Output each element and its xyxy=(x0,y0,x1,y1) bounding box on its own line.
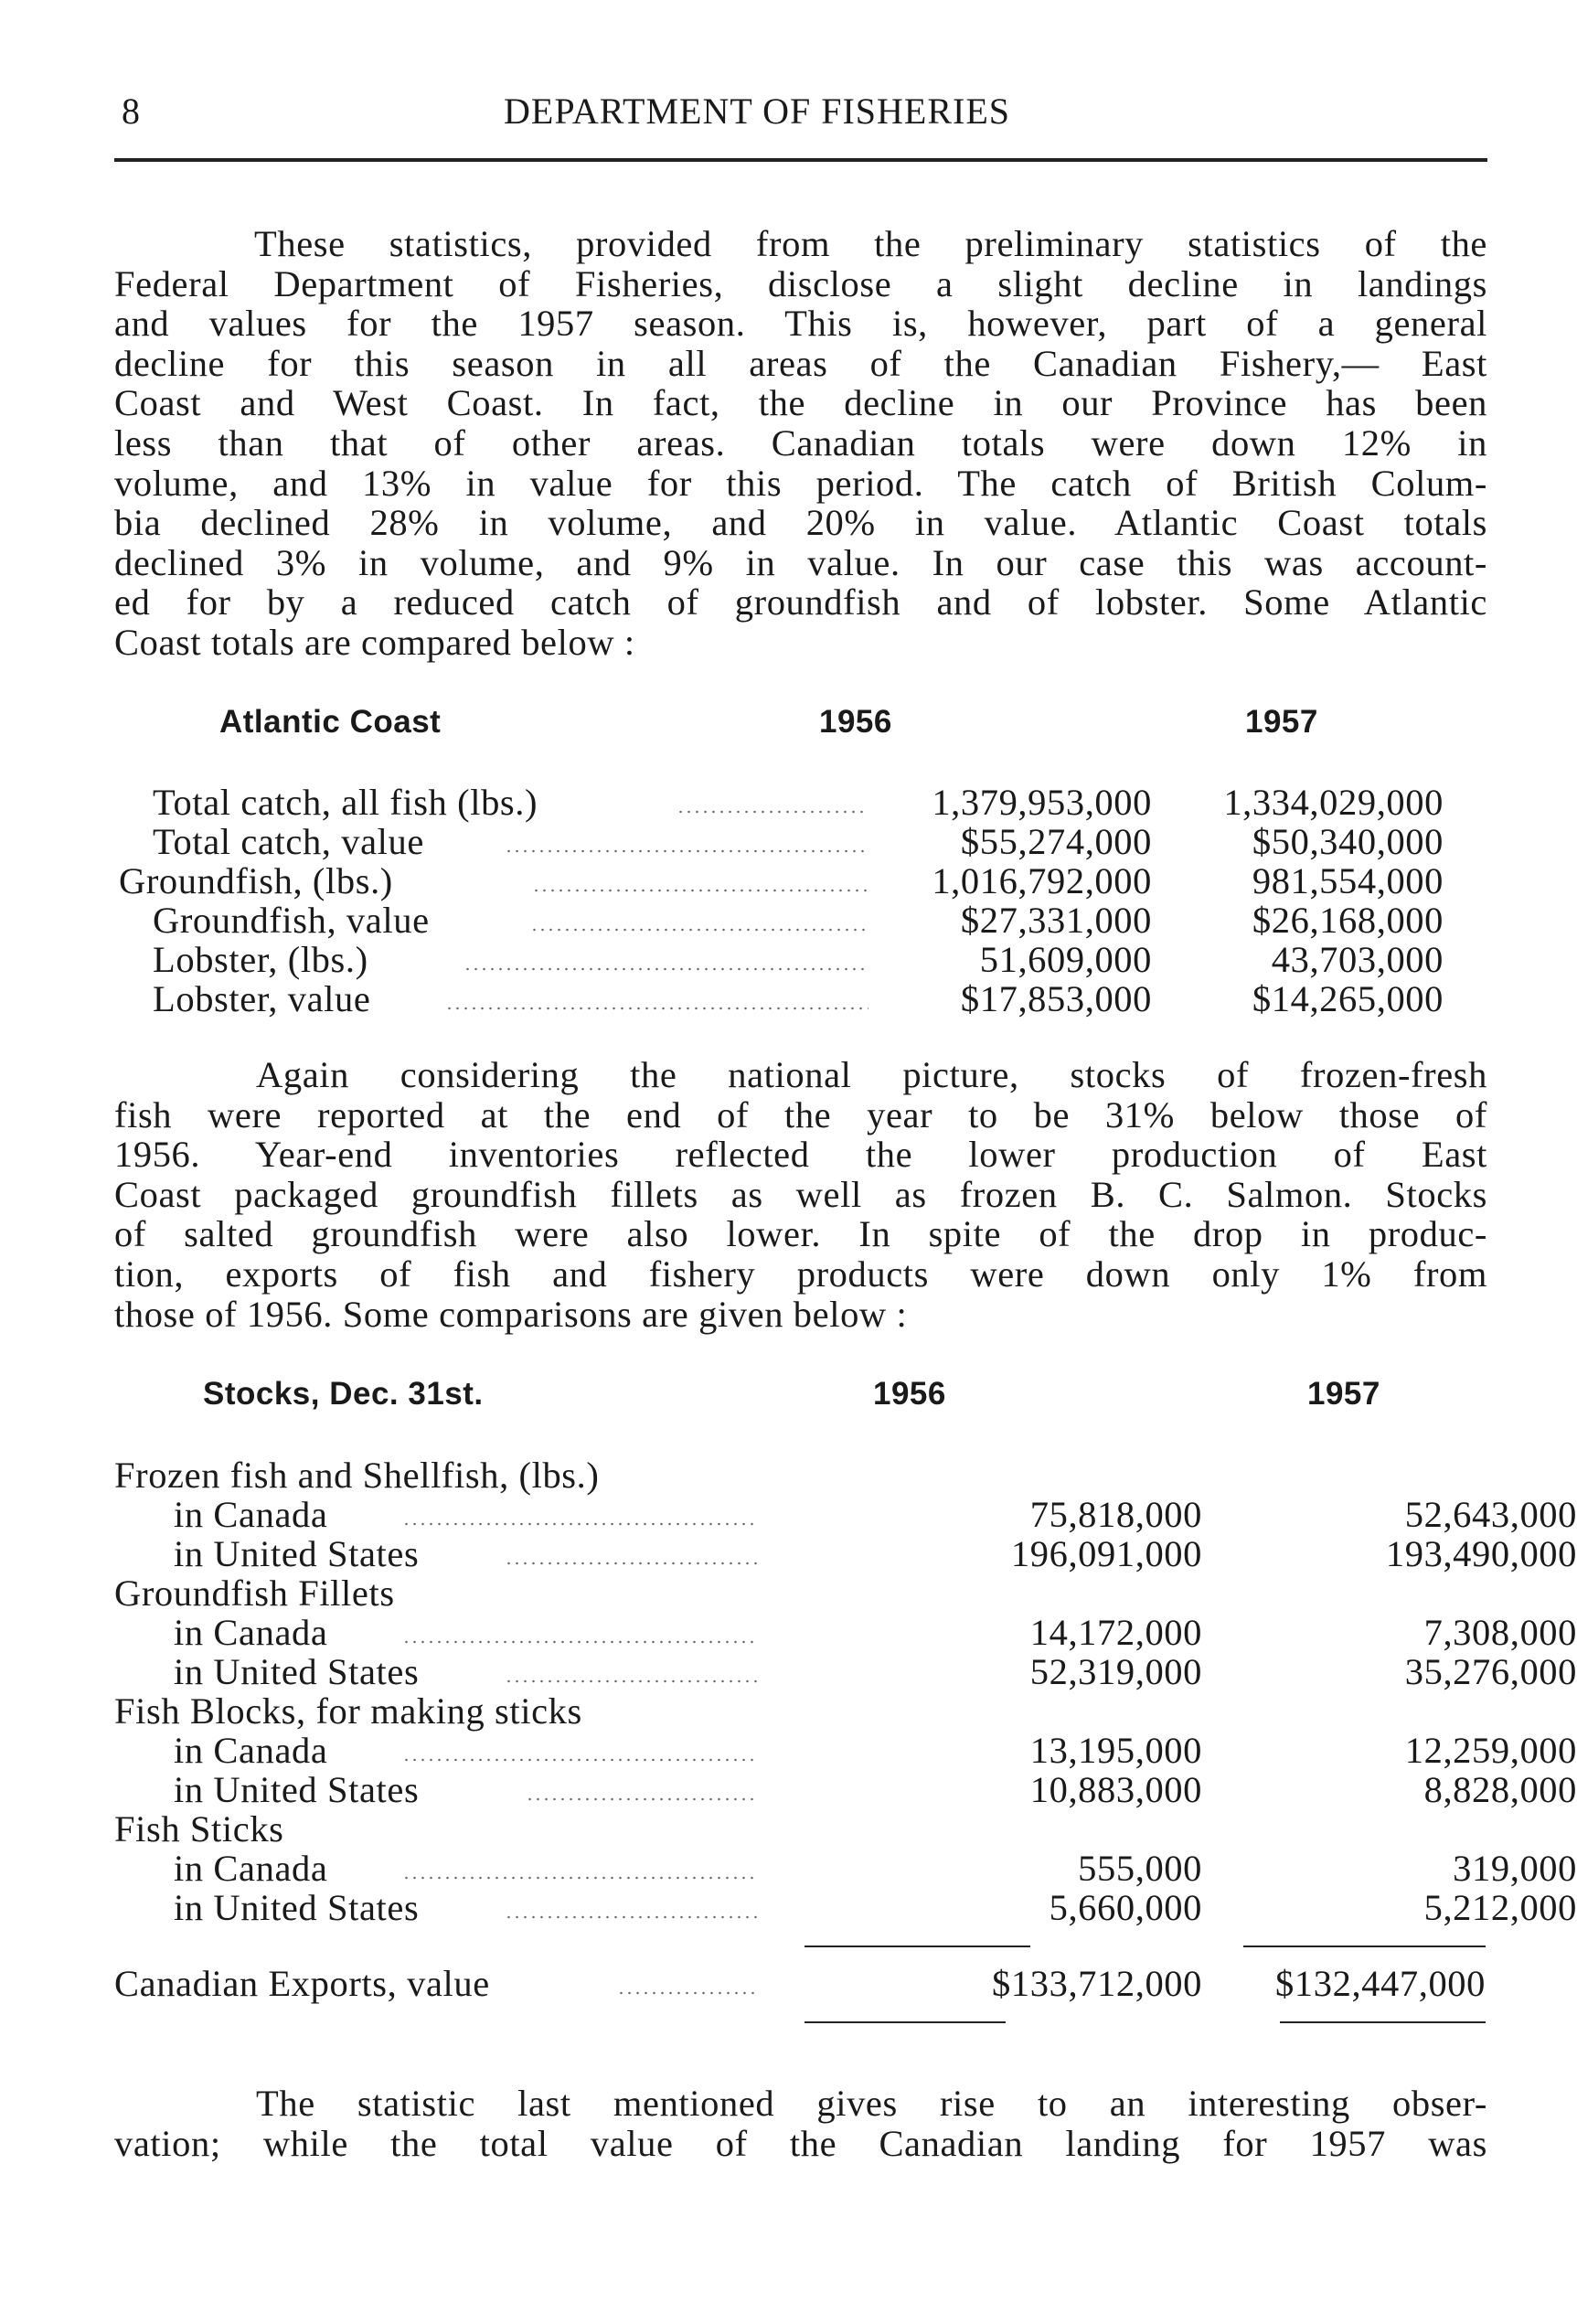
text-line: ed for by a reduced catch of groundfish and of lobster. Some Atlantic xyxy=(114,581,1487,624)
value-1957: 193,490,000 xyxy=(1385,1533,1577,1574)
value-1957: 7,308,000 xyxy=(1423,1612,1577,1653)
row-label: Total catch, value xyxy=(153,821,424,862)
table-row xyxy=(153,899,1444,941)
value-1957: 35,276,000 xyxy=(1404,1651,1577,1692)
value-1957: 12,259,000 xyxy=(1404,1730,1577,1771)
subtotal-rule-1956 xyxy=(804,1946,1030,1947)
table-row xyxy=(174,1650,1577,1692)
leader-dots xyxy=(505,1679,759,1683)
text-line: tion, exports of fish and fishery products were down only 1% from xyxy=(114,1253,1487,1295)
row-label: Groundfish, value xyxy=(153,900,430,941)
text-line: vation; while the total value of the Canadian landing for 1957 was xyxy=(114,2122,1487,2164)
value-1957: 52,643,000 xyxy=(1404,1494,1577,1535)
row-label: Total catch, all fish (lbs.) xyxy=(153,782,538,823)
group-label: Fish Blocks, for making sticks xyxy=(114,1690,582,1732)
header-rule xyxy=(114,158,1487,162)
value-1957: 5,212,000 xyxy=(1423,1887,1577,1928)
table-row xyxy=(174,1847,1577,1889)
text-line: These statistics, provided from the preliminary statistics of the xyxy=(254,223,1487,264)
text-line: those of 1956. Some comparisons are given below : xyxy=(114,1293,908,1335)
value-1956: 75,818,000 xyxy=(1029,1494,1202,1535)
value-1956: 10,883,000 xyxy=(1029,1769,1202,1810)
value-1956: 555,000 xyxy=(1078,1848,1202,1889)
table-row xyxy=(174,1493,1577,1535)
leader-dots xyxy=(505,1562,759,1565)
value-1957: 319,000 xyxy=(1453,1848,1577,1889)
row-label: in United States xyxy=(174,1651,420,1692)
table-row xyxy=(153,781,1444,823)
group-label: Frozen fish and Shellfish, (lbs.) xyxy=(114,1455,600,1496)
total-row xyxy=(114,1962,1486,2004)
national-picture-paragraph xyxy=(114,1055,1487,1334)
group-title xyxy=(114,1807,1486,1850)
group-label: Fish Sticks xyxy=(114,1808,284,1850)
value-1956: 52,319,000 xyxy=(1029,1651,1202,1692)
row-label: Lobster, (lbs.) xyxy=(153,939,368,980)
value-1957: 43,703,000 xyxy=(1271,939,1444,980)
value-1956: $55,274,000 xyxy=(960,821,1152,862)
leader-dots xyxy=(402,1758,759,1762)
table-row xyxy=(153,977,1444,1019)
value-1956: 14,172,000 xyxy=(1029,1612,1202,1653)
column-header-1956: 1956 xyxy=(819,704,892,740)
group-title xyxy=(114,1572,1486,1614)
value-1956: 1,379,953,000 xyxy=(932,782,1152,823)
running-head: DEPARTMENT OF FISHERIES xyxy=(504,91,1011,132)
table-heading: Stocks, Dec. 31st. xyxy=(203,1376,484,1412)
value-1956: 5,660,000 xyxy=(1049,1887,1202,1928)
value-1957: $26,168,000 xyxy=(1252,900,1444,941)
value-1956: $17,853,000 xyxy=(960,978,1152,1019)
closing-paragraph xyxy=(114,2084,1487,2163)
leader-dots xyxy=(505,1915,759,1919)
value-1956: 1,016,792,000 xyxy=(932,860,1152,901)
table-row xyxy=(153,820,1444,862)
value-1957: $50,340,000 xyxy=(1252,821,1444,862)
text-line: declined 3% in volume, and 9% in value. In our case this was account- xyxy=(114,541,1487,583)
group-title xyxy=(114,1454,1486,1496)
page-header xyxy=(114,90,1486,144)
table-heading: Atlantic Coast xyxy=(219,704,442,740)
value-1957: 981,554,000 xyxy=(1252,860,1444,901)
row-label: in Canada xyxy=(174,1848,328,1889)
value-1956: $133,712,000 xyxy=(992,1963,1202,2004)
value-1956: $27,331,000 xyxy=(960,900,1152,941)
text-line: of salted groundfish were also lower. In spite of the drop in produc- xyxy=(114,1213,1487,1255)
text-line: fish were reported at the end of the year to be 31% below those of xyxy=(114,1093,1487,1135)
value-1957: $132,447,000 xyxy=(1275,1963,1486,2004)
table-row xyxy=(119,859,1444,901)
value-1956: 196,091,000 xyxy=(1010,1533,1202,1574)
row-label: Groundfish, (lbs.) xyxy=(119,860,393,901)
column-header-1957: 1957 xyxy=(1245,704,1318,740)
row-label: in United States xyxy=(174,1533,420,1574)
table-row xyxy=(174,1532,1577,1574)
text-line: Federal Department of Fisheries, disclose a slight decline in landings xyxy=(114,262,1487,304)
table-row xyxy=(174,1886,1577,1928)
row-label: in Canada xyxy=(174,1612,328,1653)
row-label: in Canada xyxy=(174,1730,328,1771)
leader-dots xyxy=(402,1640,759,1644)
text-line: The statistic last mentioned gives rise to an interesting obser- xyxy=(256,2083,1487,2124)
value-1957: 8,828,000 xyxy=(1423,1769,1577,1810)
row-label: Lobster, value xyxy=(153,978,371,1019)
text-line: Coast totals are compared below : xyxy=(114,621,635,663)
value-1956: 51,609,000 xyxy=(979,939,1152,980)
row-label: in United States xyxy=(174,1769,420,1810)
intro-paragraph xyxy=(114,224,1487,663)
leader-dots xyxy=(402,1876,759,1880)
text-line: 1956. Year-end inventories reflected the lower production of East xyxy=(114,1134,1487,1176)
value-1956: 13,195,000 xyxy=(1029,1730,1202,1771)
row-label: in Canada xyxy=(174,1494,328,1535)
page-number: 8 xyxy=(122,91,141,132)
table-row xyxy=(153,938,1444,980)
group-title xyxy=(114,1690,1486,1732)
group-label: Groundfish Fillets xyxy=(114,1572,395,1614)
text-line: and values for the 1957 season. This is, however, part of a general xyxy=(114,303,1487,345)
text-line: decline for this season in all areas of the Canadian Fishery,— East xyxy=(114,342,1487,384)
table-row xyxy=(174,1611,1577,1653)
text-line: Coast and West Coast. In fact, the decline in our Province has been xyxy=(114,382,1487,424)
leader-dots xyxy=(402,1522,759,1526)
total-rule-1956 xyxy=(804,2021,1006,2023)
subtotal-rule-1957 xyxy=(1243,1946,1486,1947)
column-header-1956: 1956 xyxy=(873,1376,946,1412)
value-1957: 1,334,029,000 xyxy=(1223,782,1444,823)
text-line: Again considering the national picture, stocks of frozen-fresh xyxy=(256,1054,1487,1095)
table-row xyxy=(174,1768,1577,1810)
total-rule-1957 xyxy=(1280,2021,1486,2023)
column-header-1957: 1957 xyxy=(1307,1376,1380,1412)
value-1957: $14,265,000 xyxy=(1252,978,1444,1019)
text-line: volume, and 13% in value for this period. The catch of British Colum- xyxy=(114,462,1487,504)
table-row xyxy=(174,1729,1577,1771)
row-label: Canadian Exports, value xyxy=(114,1963,490,2004)
text-line: Coast packaged groundfish fillets as well as frozen B. C. Salmon. Stocks xyxy=(114,1173,1487,1215)
text-line: bia declined 28% in volume, and 20% in value. Atlantic Coast totals xyxy=(114,502,1487,544)
text-line: less than that of other areas. Canadian totals were down 12% in xyxy=(114,421,1487,464)
row-label: in United States xyxy=(174,1887,420,1928)
